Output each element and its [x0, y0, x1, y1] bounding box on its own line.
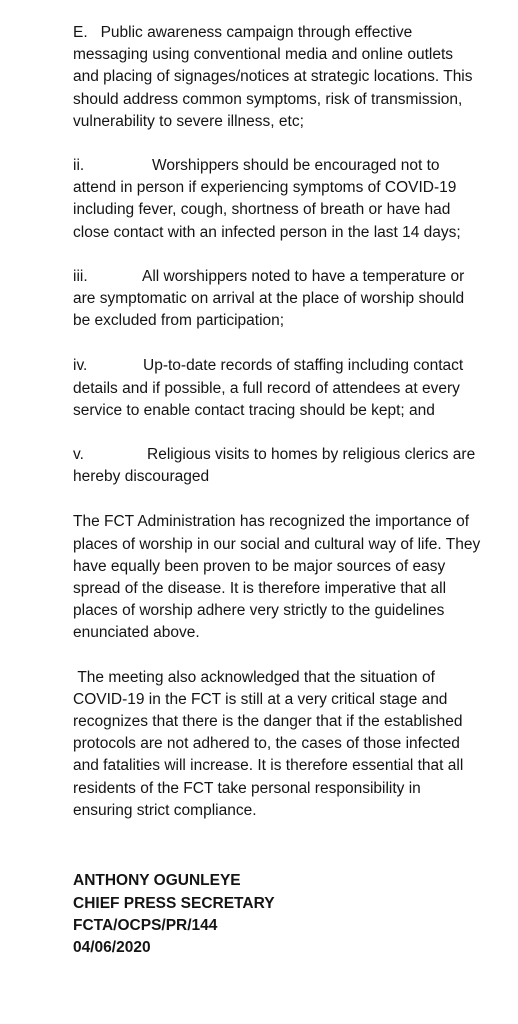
item-ii-marker: ii.	[73, 157, 85, 175]
item-iv-marker: iv.	[73, 357, 88, 375]
item-e-marker: E.	[73, 24, 88, 41]
item-e-text: Public awareness campaign through effective messaging using conventional media and online outlets and placing of signages/notices at strategic locations. This should address common symptoms, risk of transmission, vulnerability to severe illness, etc;	[73, 24, 477, 130]
item-ii-text: Worshippers should be encouraged not to attend in person if experiencing symptoms of COVID-19 including fever, cough, shortness of breath or have had close contact with an infected person in the last 14 days;	[73, 157, 461, 241]
signature-date: 04/06/2020	[73, 939, 151, 957]
paragraph-recognition: The FCT Administration has recognized the importance of places of worship in our social and cultural way of life. They have equally been proven to be major sources of easy spread of the disease. It is therefore imperative that all places of worship adhere very strictly to the guidelines enunciated above.	[73, 513, 485, 642]
signature-reference: FCTA/OCPS/PR/144	[73, 916, 218, 934]
item-v-marker: v.	[73, 446, 84, 464]
item-iii-text: All worshippers noted to have a temperature or are symptomatic on arrival at the place of worship should be excluded from participation;	[73, 267, 469, 330]
item-iv-text: Up-to-date records of staffing including contact details and if possible, a full record of attendees at every service to enable contact tracing should be kept; and	[73, 357, 468, 419]
signature-block	[73, 870, 483, 960]
item-iii-marker: iii.	[73, 267, 88, 285]
item-iii	[73, 266, 483, 333]
document-page	[73, 22, 483, 960]
item-ii	[73, 155, 483, 244]
item-e	[73, 22, 483, 133]
item-v-text: Religious visits to homes by religious clerics are hereby discouraged	[73, 446, 480, 486]
paragraph-meeting: The meeting also acknowledged that the situation of COVID-19 in the FCT is still at a very critical stage and recognizes that there is the danger that if the established protocols are not adhered to, the cases of those infected and fatalities will increase. It is therefore essential that all residents of the FCT take personal responsibility in ensuring strict compliance.	[73, 668, 468, 819]
signature-name: ANTHONY OGUNLEYE	[73, 872, 241, 890]
signature-title: CHIEF PRESS SECRETARY	[73, 894, 275, 912]
item-iv	[73, 355, 483, 422]
item-v	[73, 444, 483, 488]
